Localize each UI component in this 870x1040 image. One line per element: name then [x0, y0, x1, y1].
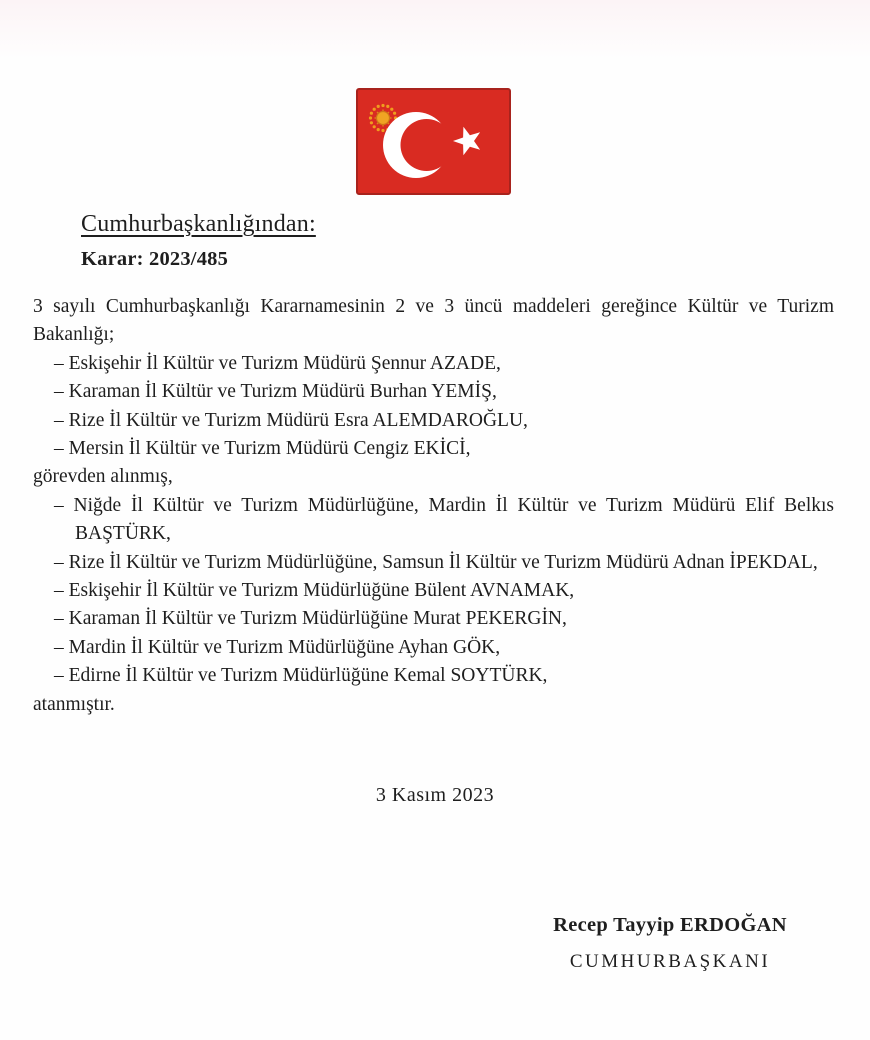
dismissed-item: – Mersin İl Kültür ve Turizm Müdürü Cengiz EKİCİ, — [54, 438, 471, 460]
crescent-inner — [401, 119, 453, 171]
appointed-item: – Mardin İl Kültür ve Turizm Müdürlüğüne Ayhan GÖK, — [54, 636, 501, 658]
dismissed-closing: görevden alınmış, — [33, 466, 173, 488]
signature-block — [530, 914, 810, 973]
appointed-item: – Edirne İl Kültür ve Turizm Müdürlüğüne Kemal SOYTÜRK, — [54, 665, 548, 687]
decision-number: Karar: 2023/485 — [81, 248, 229, 270]
intro-paragraph-line-1: 3 sayılı Cumhurbaşkanlığı Kararnamesinin 2 ve 3 üncü maddeleri gereğince Kültür ve Turizm — [33, 296, 834, 317]
dismissed-item: – Eskişehir İl Kültür ve Turizm Müdürü Şennur AZADE, — [54, 352, 501, 374]
dismissed-item: – Rize İl Kültür ve Turizm Müdürü Esra ALEMDAROĞLU, — [54, 409, 528, 431]
appointed-item: – Eskişehir İl Kültür ve Turizm Müdürlüğüne Bülent AVNAMAK, — [54, 580, 575, 602]
decree-date: 3 Kasım 2023 — [375, 784, 495, 806]
signature-title: CUMHURBAŞKANI — [569, 951, 771, 972]
appointed-closing: atanmıştır. — [33, 693, 115, 715]
intro-paragraph-line-2: Bakanlığı; — [33, 324, 115, 346]
appointed-item: – Karaman İl Kültür ve Turizm Müdürlüğüne Murat PEKERGİN, — [54, 608, 567, 630]
page-top-tint — [0, 0, 870, 60]
turkish-flag-icon — [356, 88, 511, 195]
appointed-item: – Niğde İl Kültür ve Turizm Müdürlüğüne, Mardin İl Kültür ve Turizm Müdürü Elif Belkıs BAŞTÜRK, — [54, 494, 834, 545]
appointed-item: – Rize İl Kültür ve Turizm Müdürlüğüne, Samsun İl Kültür ve Turizm Müdürü Adnan İPEKDAL, — [54, 551, 818, 573]
dismissed-item: – Karaman İl Kültür ve Turizm Müdürü Burhan YEMİŞ, — [54, 381, 497, 403]
decree-heading: Cumhurbaşkanlığından: — [81, 211, 316, 237]
turkish-flag-presidential-seal — [356, 88, 511, 195]
seal-sun — [377, 112, 390, 125]
signature-name: Recep Tayyip ERDOĞAN — [553, 914, 787, 936]
decree-body — [33, 293, 834, 719]
